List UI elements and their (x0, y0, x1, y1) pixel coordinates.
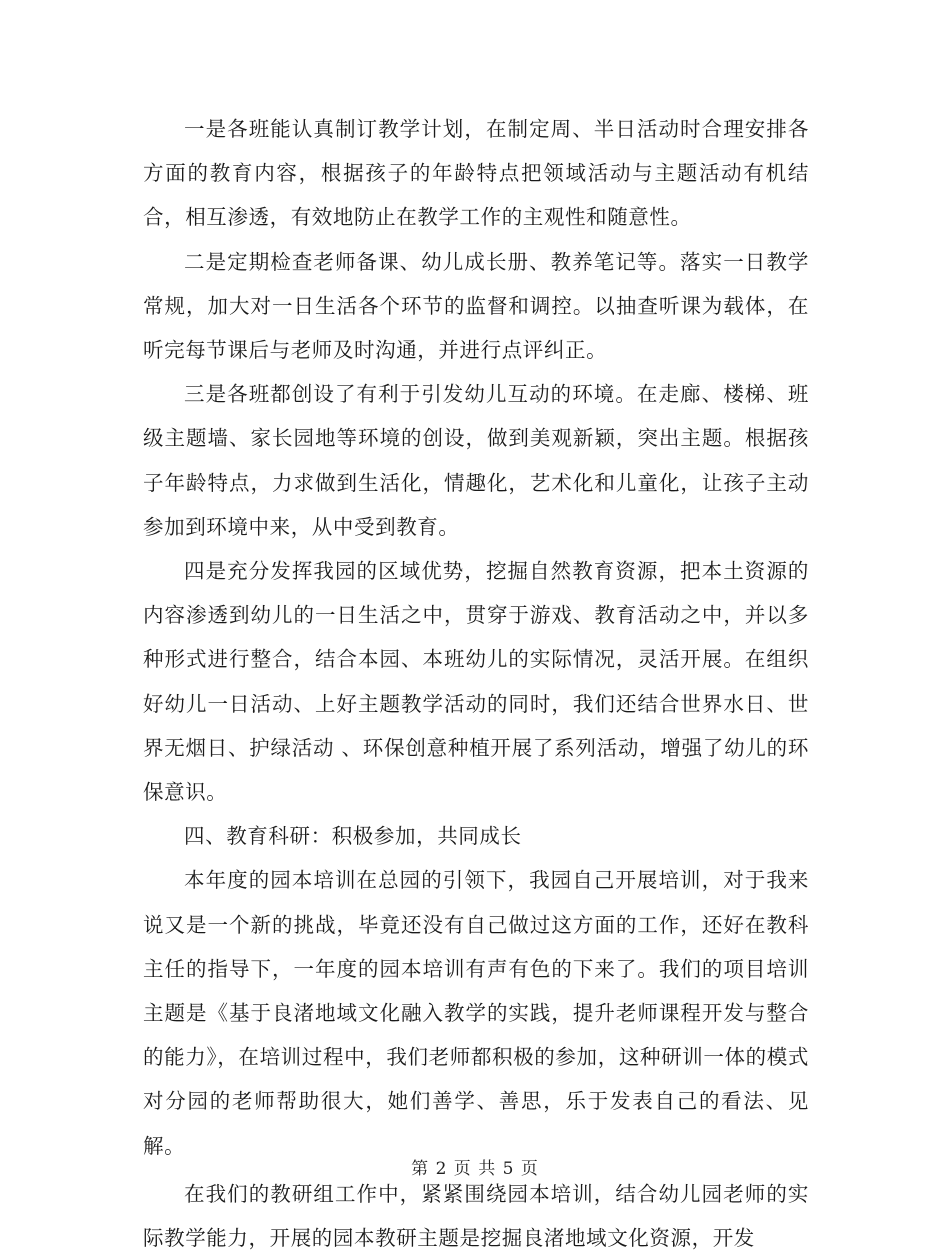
paragraph-4: 四是充分发挥我园的区域优势，挖掘自然教育资源，把本土资源的内容渗透到幼儿的一日生活之中，贯穿于游戏、教育活动之中，并以多种形式进行整合，结合本园、本班幼儿的实际情况，灵活开展。在组织好幼儿一日活动、上好主题教学活动的同时，我们还结合世界水日、世界无烟日、护绿活动 、环保创意种植开展了系列活动，增强了幼儿的环保意识。 (143, 559, 809, 805)
paragraph-1: 一是各班能认真制订教学计划，在制定周、半日活动时合理安排各方面的教育内容，根据孩子的年龄特点把领域活动与主题活动有机结合，相互渗透，有效地防止在教学工作的主观性和随意性。 (143, 117, 809, 230)
page-number-label: 第 2 页 共 5 页 (411, 1159, 539, 1179)
page-footer (0, 1154, 950, 1179)
paragraph-2: 二是定期检查老师备课、幼儿成长册、教养笔记等。落实一日教学常规，加大对一日生活各个环节的监督和调控。以抽查听课为载体，在听完每节课后与老师及时沟通，并进行点评纠正。 (143, 249, 809, 363)
paragraph-5: 本年度的园本培训在总园的引领下，我园自己开展培训，对于我来说又是一个新的挑战，毕竟还没有自己做过这方面的工作，还好在教科主任的指导下，一年度的园本培训有声有色的下来了。我们的项目培训主题是《基于良渚地域文化融入教学的实践，提升老师课程开发与整合的能力》，在培训过程中，我们老师都积极的参加，这种研训一体的模式对分园的老师帮助很大，她们善学、善思，乐于发表自己的看法、见解。 (143, 868, 809, 1158)
document-body (143, 107, 809, 1260)
section-heading: 四、教育科研：积极参加，共同成长 (184, 824, 522, 849)
paragraph-3: 三是各班都创设了有利于引发幼儿互动的环境。在走廊、楼梯、班级主题墙、家长园地等环境的创设，做到美观新颖，突出主题。根据孩子年龄特点，力求做到生活化，情趣化，艺术化和儿童化，让孩子主动参加到环境中来，从中受到教育。 (143, 382, 809, 539)
paragraph-6: 在我们的教研组工作中，紧紧围绕园本培训，结合幼儿园老师的实际教学能力，开展的园本教研主题是挖掘良渚地域文化资源，开发 (143, 1181, 809, 1251)
